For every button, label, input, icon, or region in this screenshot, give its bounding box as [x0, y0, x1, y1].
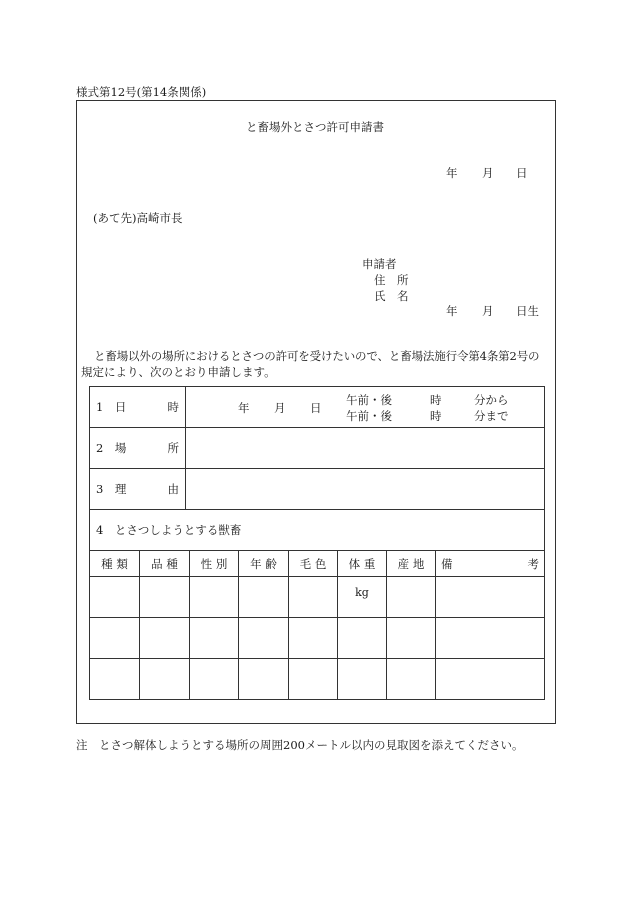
- place-label-cell: [90, 428, 186, 469]
- header-age: 年 齢: [239, 551, 289, 577]
- livestock-table: [89, 550, 545, 700]
- datetime-month: 月: [274, 401, 286, 415]
- datetime-label-cell: [90, 387, 186, 428]
- start-hour: 時: [430, 393, 442, 407]
- datetime-day: 日: [310, 401, 322, 415]
- header-type: 種 類: [90, 551, 140, 577]
- application-table: [89, 386, 545, 551]
- header-origin: 産 地: [387, 551, 436, 577]
- reason-label-a: 理: [114, 482, 127, 496]
- datetime-year: 年: [238, 401, 250, 415]
- birth-month-label: 月: [482, 304, 494, 318]
- table-row: [90, 659, 545, 700]
- weight-cell[interactable]: [338, 577, 387, 618]
- name-label-a: 氏: [374, 289, 386, 303]
- header-coat-color: 毛 色: [289, 551, 338, 577]
- livestock-heading: 4 とさつしようとする獣畜: [90, 510, 545, 551]
- name-label-b: 名: [397, 289, 409, 303]
- header-sex: 性 別: [190, 551, 239, 577]
- datetime-value-cell[interactable]: [186, 387, 545, 428]
- row-place: [90, 428, 545, 469]
- start-minute: 分から: [474, 393, 509, 407]
- date-day-label: 日: [516, 166, 528, 180]
- place-label-b: 所: [167, 441, 179, 455]
- birth-year-label: 年: [446, 304, 458, 318]
- livestock-header-row: [90, 551, 545, 577]
- date-year-label: 年: [446, 166, 458, 180]
- place-label-a: 場: [114, 441, 127, 455]
- header-remarks: 備 考: [436, 551, 545, 577]
- row-reason: [90, 469, 545, 510]
- datetime-label-b: 時: [167, 400, 179, 414]
- address-label-b: 所: [397, 273, 409, 287]
- start-ampm: 午前・後: [346, 393, 392, 407]
- table-row: [90, 618, 545, 659]
- table-row: [90, 577, 545, 618]
- addressee: (あて先)高崎市長: [93, 211, 183, 225]
- end-hour: 時: [430, 409, 442, 423]
- reason-label-num: 3: [96, 482, 104, 496]
- place-value-cell[interactable]: [186, 428, 545, 469]
- date-month-label: 月: [482, 166, 494, 180]
- header-breed: 品 種: [140, 551, 190, 577]
- address-label-a: 住: [374, 273, 386, 287]
- form-number: 様式第12号(第14条関係): [76, 85, 207, 99]
- row-datetime: [90, 387, 545, 428]
- datetime-label-num: 1: [96, 400, 104, 414]
- applicant-heading: 申請者: [362, 257, 397, 271]
- end-minute: 分まで: [474, 409, 509, 423]
- body-text-line1: と畜場以外の場所におけるとさつの許可を受けたいので、と畜場法施行令第4条第2号の: [94, 349, 540, 363]
- weight-unit: kg: [355, 586, 369, 599]
- place-label-num: 2: [96, 441, 104, 455]
- form-title: と畜場外とさつ許可申請書: [246, 120, 384, 134]
- header-weight: 体 重: [338, 551, 387, 577]
- body-text-line2: 規定により、次のとおり申請します。: [81, 365, 276, 379]
- birth-day-label: 日生: [516, 304, 539, 318]
- reason-value-cell[interactable]: [186, 469, 545, 510]
- row-livestock-heading: [90, 510, 545, 551]
- datetime-label-a: 日: [114, 400, 127, 414]
- reason-label-b: 由: [167, 482, 179, 496]
- reason-label-cell: [90, 469, 186, 510]
- end-ampm: 午前・後: [346, 409, 392, 423]
- footnote: 注 とさつ解体しようとする場所の周囲200メートル以内の見取図を添えてください。: [76, 738, 524, 752]
